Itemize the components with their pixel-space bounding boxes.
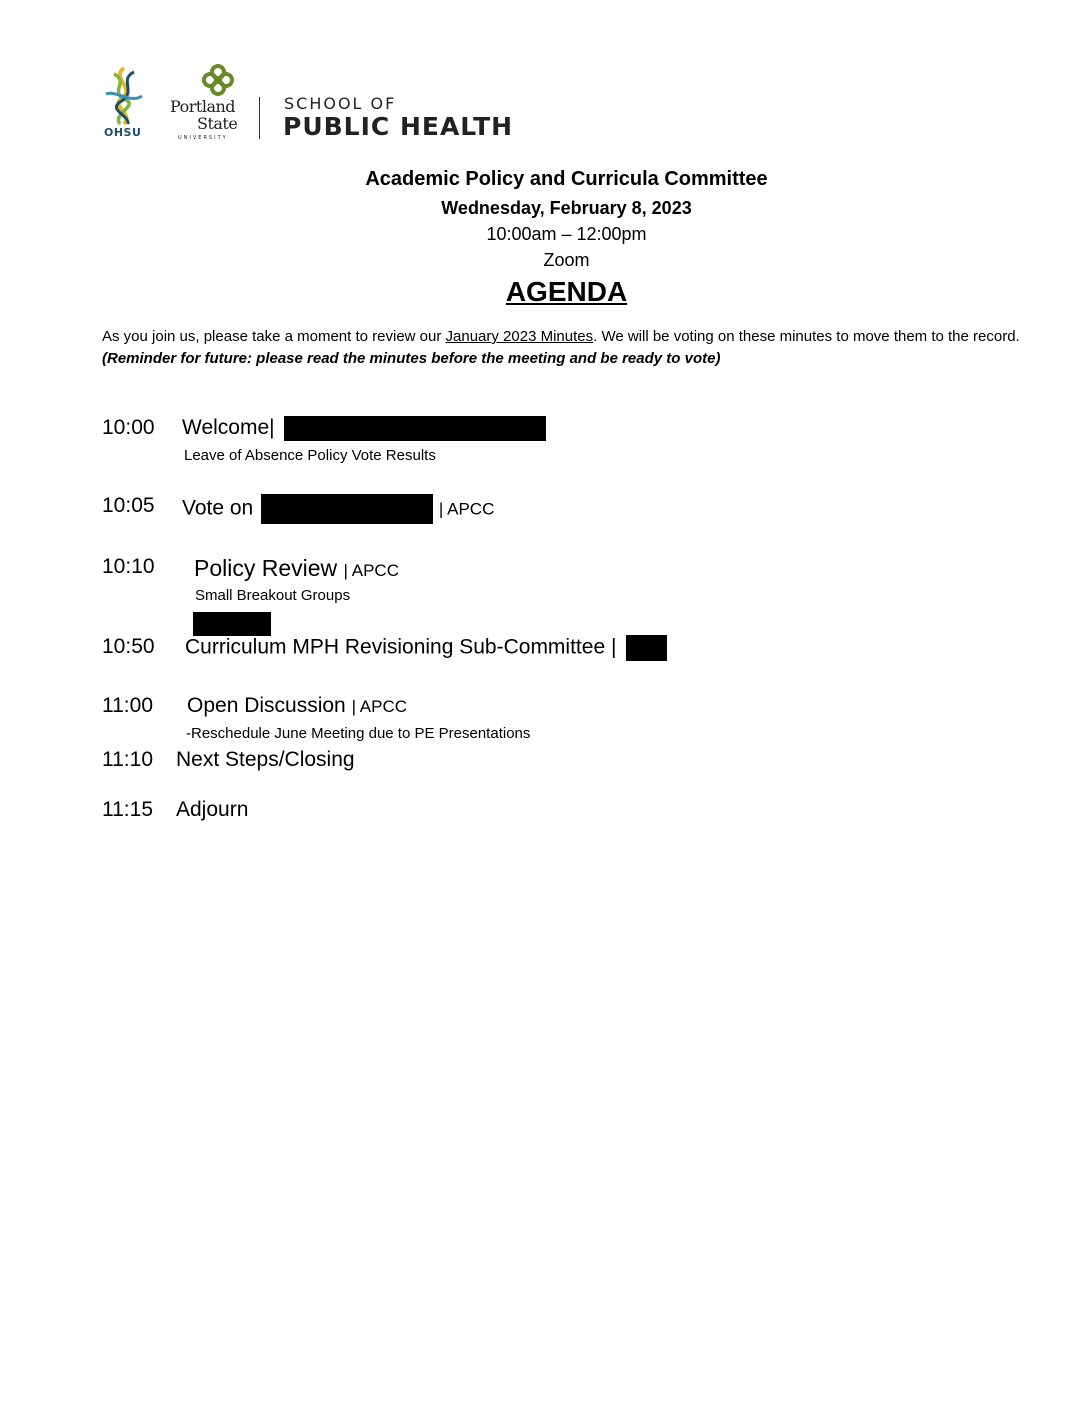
psu-logo-line3: UNIVERSITY [178, 135, 228, 141]
agenda-time: 10:05 [102, 494, 155, 517]
committee-title: Academic Policy and Curricula Committee [365, 168, 768, 190]
school-name-line2: PUBLIC HEALTH [283, 112, 514, 141]
ohsu-logo [100, 64, 148, 142]
agenda-time: 10:00 [102, 416, 155, 439]
january-minutes-link[interactable]: January 2023 Minutes [445, 328, 594, 345]
agenda-time: 10:50 [102, 635, 155, 658]
redacted-block [626, 635, 667, 661]
school-name-line1: SCHOOL OF [284, 94, 397, 113]
agenda-time: 11:00 [102, 694, 153, 717]
agenda-heading: AGENDA [505, 276, 628, 307]
agenda-title-text: Vote on [182, 496, 254, 520]
agenda-title-text: Policy Review [194, 555, 338, 581]
psu-logo-line1: Portland [170, 97, 236, 116]
agenda-title [182, 416, 546, 441]
agenda-presenter: | APCC [438, 499, 495, 519]
agenda-time: 11:10 [102, 748, 153, 771]
intro-text-before: As you join us, please take a moment to review our [102, 328, 446, 345]
psu-logo [168, 64, 238, 144]
redacted-block [261, 494, 433, 524]
agenda-title-text: Open Discussion [187, 694, 346, 717]
agenda-subitem: Leave of Absence Policy Vote Results [184, 447, 436, 464]
agenda-title [182, 494, 494, 524]
agenda-title-text: Welcome| [182, 416, 275, 440]
agenda-title [194, 555, 399, 582]
psu-emblem-icon [201, 64, 235, 96]
agenda-title [187, 694, 407, 718]
intro-reminder: (Reminder for future: please read the minutes before the meeting and be ready to vote) [102, 350, 721, 367]
agenda-presenter: | APCC [343, 561, 399, 580]
agenda-time: 10:10 [102, 555, 155, 578]
psu-logo-line2: State [197, 114, 238, 133]
agenda-subitem: -Reschedule June Meeting due to PE Presentations [186, 725, 531, 742]
agenda-subitem: Small Breakout Groups [195, 587, 351, 604]
meeting-date: Wednesday, February 8, 2023 [441, 198, 692, 218]
redacted-block [193, 612, 271, 636]
meeting-location: Zoom [543, 250, 590, 270]
intro-paragraph [102, 326, 1032, 370]
agenda-title: Next Steps/Closing [176, 748, 355, 771]
intro-text-after: . We will be voting on these minutes to move them to the record. [593, 328, 1020, 345]
ohsu-logo-text: OHSU [104, 126, 142, 139]
agenda-time: 11:15 [102, 798, 153, 821]
header-divider [259, 97, 260, 139]
agenda-presenter: | APCC [351, 697, 408, 716]
agenda-title: Adjourn [176, 798, 249, 821]
agenda-title-text: Curriculum MPH Revisioning Sub-Committee | [185, 635, 617, 659]
redacted-block [284, 416, 546, 441]
meeting-time: 10:00am – 12:00pm [486, 224, 647, 244]
ohsu-emblem-icon [100, 64, 148, 126]
agenda-title [185, 635, 667, 661]
